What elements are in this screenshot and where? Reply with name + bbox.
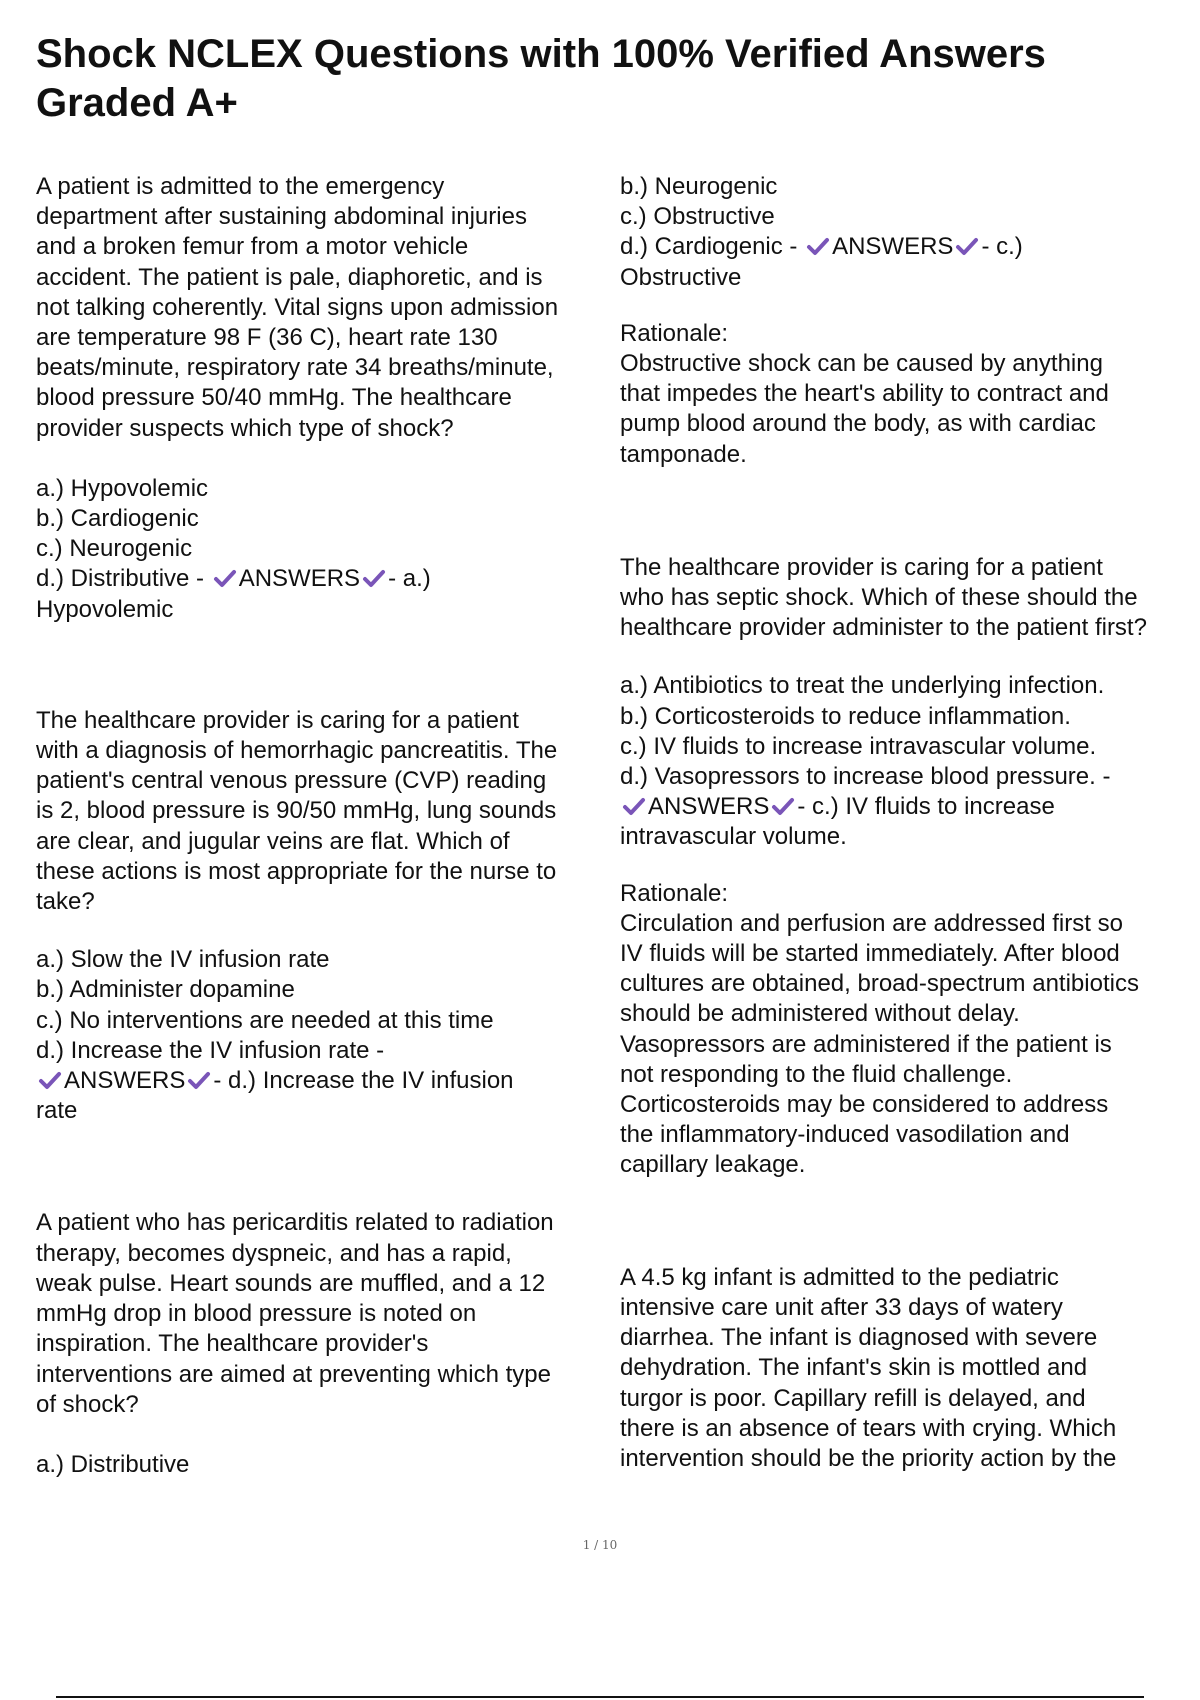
check-icon (362, 567, 386, 589)
question-5-stem: A 4.5 kg infant is admitted to the pediatric intensive care unit after 33 days of watery diarrhea. The infant is diagnosed with severe dehydration. The infant's skin is mottled and turgor is poor. Capillary refill is delayed, and there is an absence of tears with crying. Which intervention should be the priority action by the (620, 1263, 1117, 1472)
left-column (36, 172, 614, 1480)
question-4-rationale: Rationale: Circulation and perfusion are addressed first so IV fluids will be started immediately. After blood cultures are obtained, broad-spectrum antibiotics should be administered without delay. Vasopressors are administered if the patient is not responding to the fluid challenge. Corticosteroids may be considered to address the inflammatory-induced vasodilation and capillary leakage. (620, 879, 1139, 1179)
answer-marker: ANSWERS (64, 1067, 186, 1095)
question-4-answer-line (620, 792, 1200, 852)
footer-divider (56, 1696, 1144, 1698)
check-icon (187, 1069, 211, 1091)
question-2-options: a.) Slow the IV infusion rate b.) Administer dopamine c.) No interventions are needed at this time d.) Increase the IV infusion rate - (36, 946, 494, 1064)
question-2-answer: - d.) Increase the IV infusion rate (36, 1067, 514, 1125)
check-icon (38, 1069, 62, 1091)
check-icon (806, 235, 830, 257)
answer-marker: ANSWERS (648, 793, 770, 821)
question-3-rationale: Rationale: Obstructive shock can be caused by anything that impedes the heart's ability to contract and pump blood around the body, as with cardiac tamponade. (620, 319, 1109, 468)
question-1-answer: - a.) Hypovolemic (36, 565, 431, 623)
question-2-answer-line (36, 1066, 614, 1126)
question-4-options: a.) Antibiotics to treat the underlying infection. b.) Corticosteroids to reduce inflammation. c.) IV fluids to increase intravascular volume. d.) Vasopressors to increase blood pressure. - (620, 672, 1111, 791)
right-column (620, 172, 1200, 1474)
document-title: Shock NCLEX Questions with 100% Verified Answers Graded A+ (36, 32, 1046, 125)
check-icon (622, 795, 646, 817)
question-4-stem: The healthcare provider is caring for a patient who has septic shock. Which of these should the healthcare provider administer to the patient first? (620, 553, 1147, 642)
question-1-stem: A patient is admitted to the emergency department after sustaining abdominal injuries and a broken femur from a motor vehicle accident. The patient is pale, diaphoretic, and is not talking coherently. Vital signs upon admission are temperature 98 F (36 C), heart rate 130 beats/minute, respiratory rate 34 breaths/minute, blood pressure 50/40 mmHg. The healthcare provider suspects which type of shock? (36, 173, 559, 442)
page-number: 1 / 10 (582, 1538, 618, 1552)
check-icon (955, 235, 979, 257)
check-icon (213, 567, 237, 589)
question-3-answer: - c.) Obstructive (620, 233, 1023, 291)
question-3-option-d: d.) Cardiogenic - (620, 233, 805, 261)
question-3-stem: A patient who has pericarditis related to radiation therapy, becomes dyspneic, and has a rapid, weak pulse. Heart sounds are muffled, and a 12 mmHg drop in blood pressure is noted on inspiration. The healthcare provider's interventions are aimed at preventing which type of shock? (36, 1209, 554, 1418)
question-3-answer-line (620, 232, 1200, 292)
question-1-option-d: d.) Distributive - (36, 565, 211, 593)
answer-marker: ANSWERS (832, 233, 954, 261)
check-icon (771, 795, 795, 817)
question-1-answer-line (36, 564, 614, 624)
question-2-stem: The healthcare provider is caring for a patient with a diagnosis of hemorrhagic pancreatitis. The patient's central venous pressure (CVP) reading is 2, blood pressure is 90/50 mmHg, lung sounds are clear, and jugular veins are flat. Which of these actions is most appropriate for the nurse to take? (36, 706, 558, 916)
question-4-answer: - c.) IV fluids to increase intravascular volume. (620, 793, 1055, 851)
question-3-options: a.) Distributive (36, 1450, 190, 1478)
answer-marker: ANSWERS (238, 565, 361, 593)
question-1-options: a.) Hypovolemic b.) Cardiogenic c.) Neurogenic (36, 474, 209, 563)
question-3-options-continued: b.) Neurogenic c.) Obstructive (620, 173, 778, 231)
